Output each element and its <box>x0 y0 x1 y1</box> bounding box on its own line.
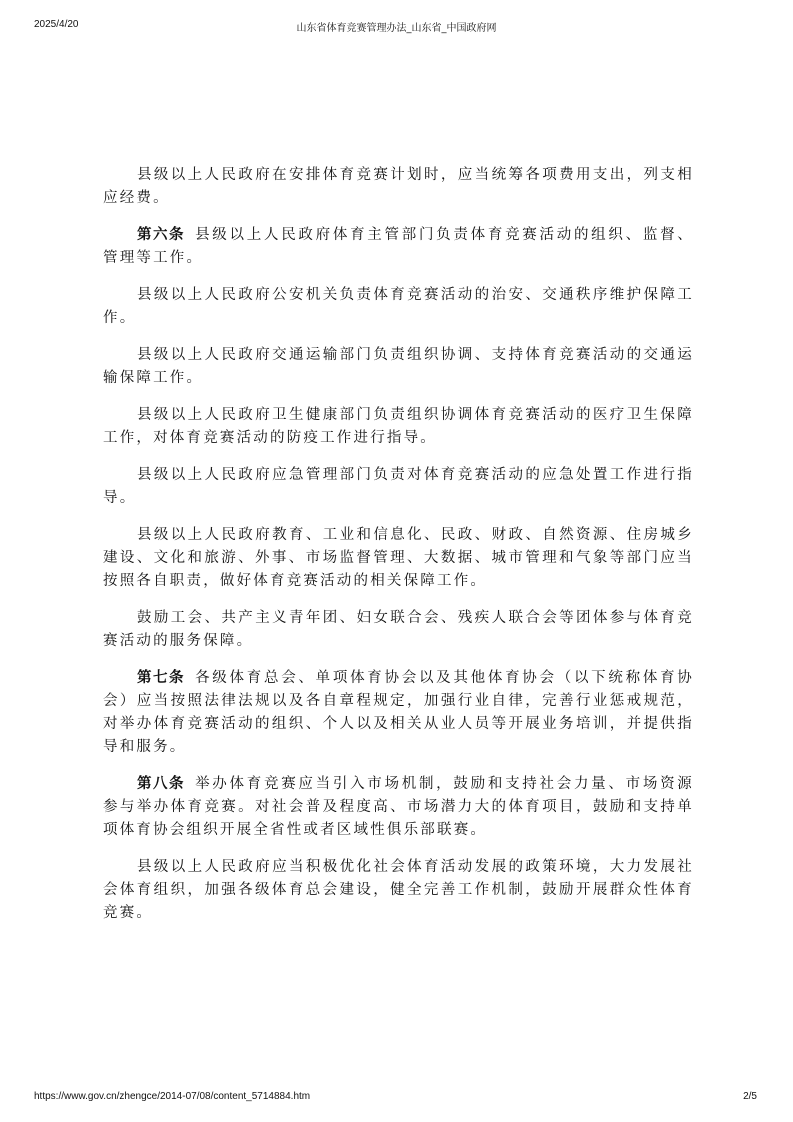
article-number: 第七条 <box>137 670 186 686</box>
page-title: 山东省体育竞赛管理办法_山东省_中国政府网 <box>296 23 497 34</box>
page-url: https://www.gov.cn/zhengce/2014-07/08/content_5714884.htm <box>34 1091 311 1102</box>
paragraph <box>103 856 694 925</box>
article-number: 第八条 <box>137 776 186 792</box>
paragraph <box>103 464 694 510</box>
paragraph <box>103 524 694 593</box>
print-date: 2025/4/20 <box>34 19 79 30</box>
paragraph <box>103 667 694 759</box>
paragraph-text: 县级以上人民政府应急管理部门负责对体育竞赛活动的应急处置工作进行指导。 <box>103 467 694 506</box>
paragraph-text: 县级以上人民政府卫生健康部门负责组织协调体育竞赛活动的医疗卫生保障工作，对体育竞赛活动的防疫工作进行指导。 <box>103 407 694 446</box>
page-number: 2/5 <box>743 1091 757 1102</box>
paragraph-text: 县级以上人民政府应当积极优化社会体育活动发展的政策环境，大力发展社会体育组织，加强各级体育总会建设，健全完善工作机制，鼓励开展群众性体育竞赛。 <box>103 859 694 921</box>
paragraph-text: 县级以上人民政府公安机关负责体育竞赛活动的治安、交通秩序维护保障工作。 <box>103 287 694 326</box>
document-body <box>103 164 694 939</box>
paragraph-text: 县级以上人民政府教育、工业和信息化、民政、财政、自然资源、住房城乡建设、文化和旅游、外事、市场监督管理、大数据、城市管理和气象等部门应当按照各自职责，做好体育竞赛活动的相关保障工作。 <box>103 527 694 589</box>
paragraph <box>103 773 694 842</box>
paragraph <box>103 224 694 270</box>
paragraph-text: 举办体育竞赛应当引入市场机制，鼓励和支持社会力量、市场资源参与举办体育竞赛。对社会普及程度高、市场潜力大的体育项目，鼓励和支持单项体育协会组织开展全省性或者区域性俱乐部联赛。 <box>103 776 694 838</box>
paragraph <box>103 607 694 653</box>
paragraph-text: 县级以上人民政府体育主管部门负责体育竞赛活动的组织、监督、管理等工作。 <box>103 227 694 266</box>
article-number: 第六条 <box>137 227 186 243</box>
paragraph <box>103 164 694 210</box>
paragraph-text: 县级以上人民政府在安排体育竞赛计划时，应当统筹各项费用支出，列支相应经费。 <box>103 167 694 206</box>
paragraph-text: 县级以上人民政府交通运输部门负责组织协调、支持体育竞赛活动的交通运输保障工作。 <box>103 347 694 386</box>
paragraph <box>103 284 694 330</box>
paragraph-text: 各级体育总会、单项体育协会以及其他体育协会（以下统称体育协会）应当按照法律法规以及各自章程规定，加强行业自律，完善行业惩戒规范，对举办体育竞赛活动的组织、个人以及相关从业人员等开展业务培训，并提供指导和服务。 <box>103 670 694 755</box>
paragraph-text: 鼓励工会、共产主义青年团、妇女联合会、残疾人联合会等团体参与体育竞赛活动的服务保障。 <box>103 610 694 649</box>
paragraph <box>103 404 694 450</box>
paragraph <box>103 344 694 390</box>
